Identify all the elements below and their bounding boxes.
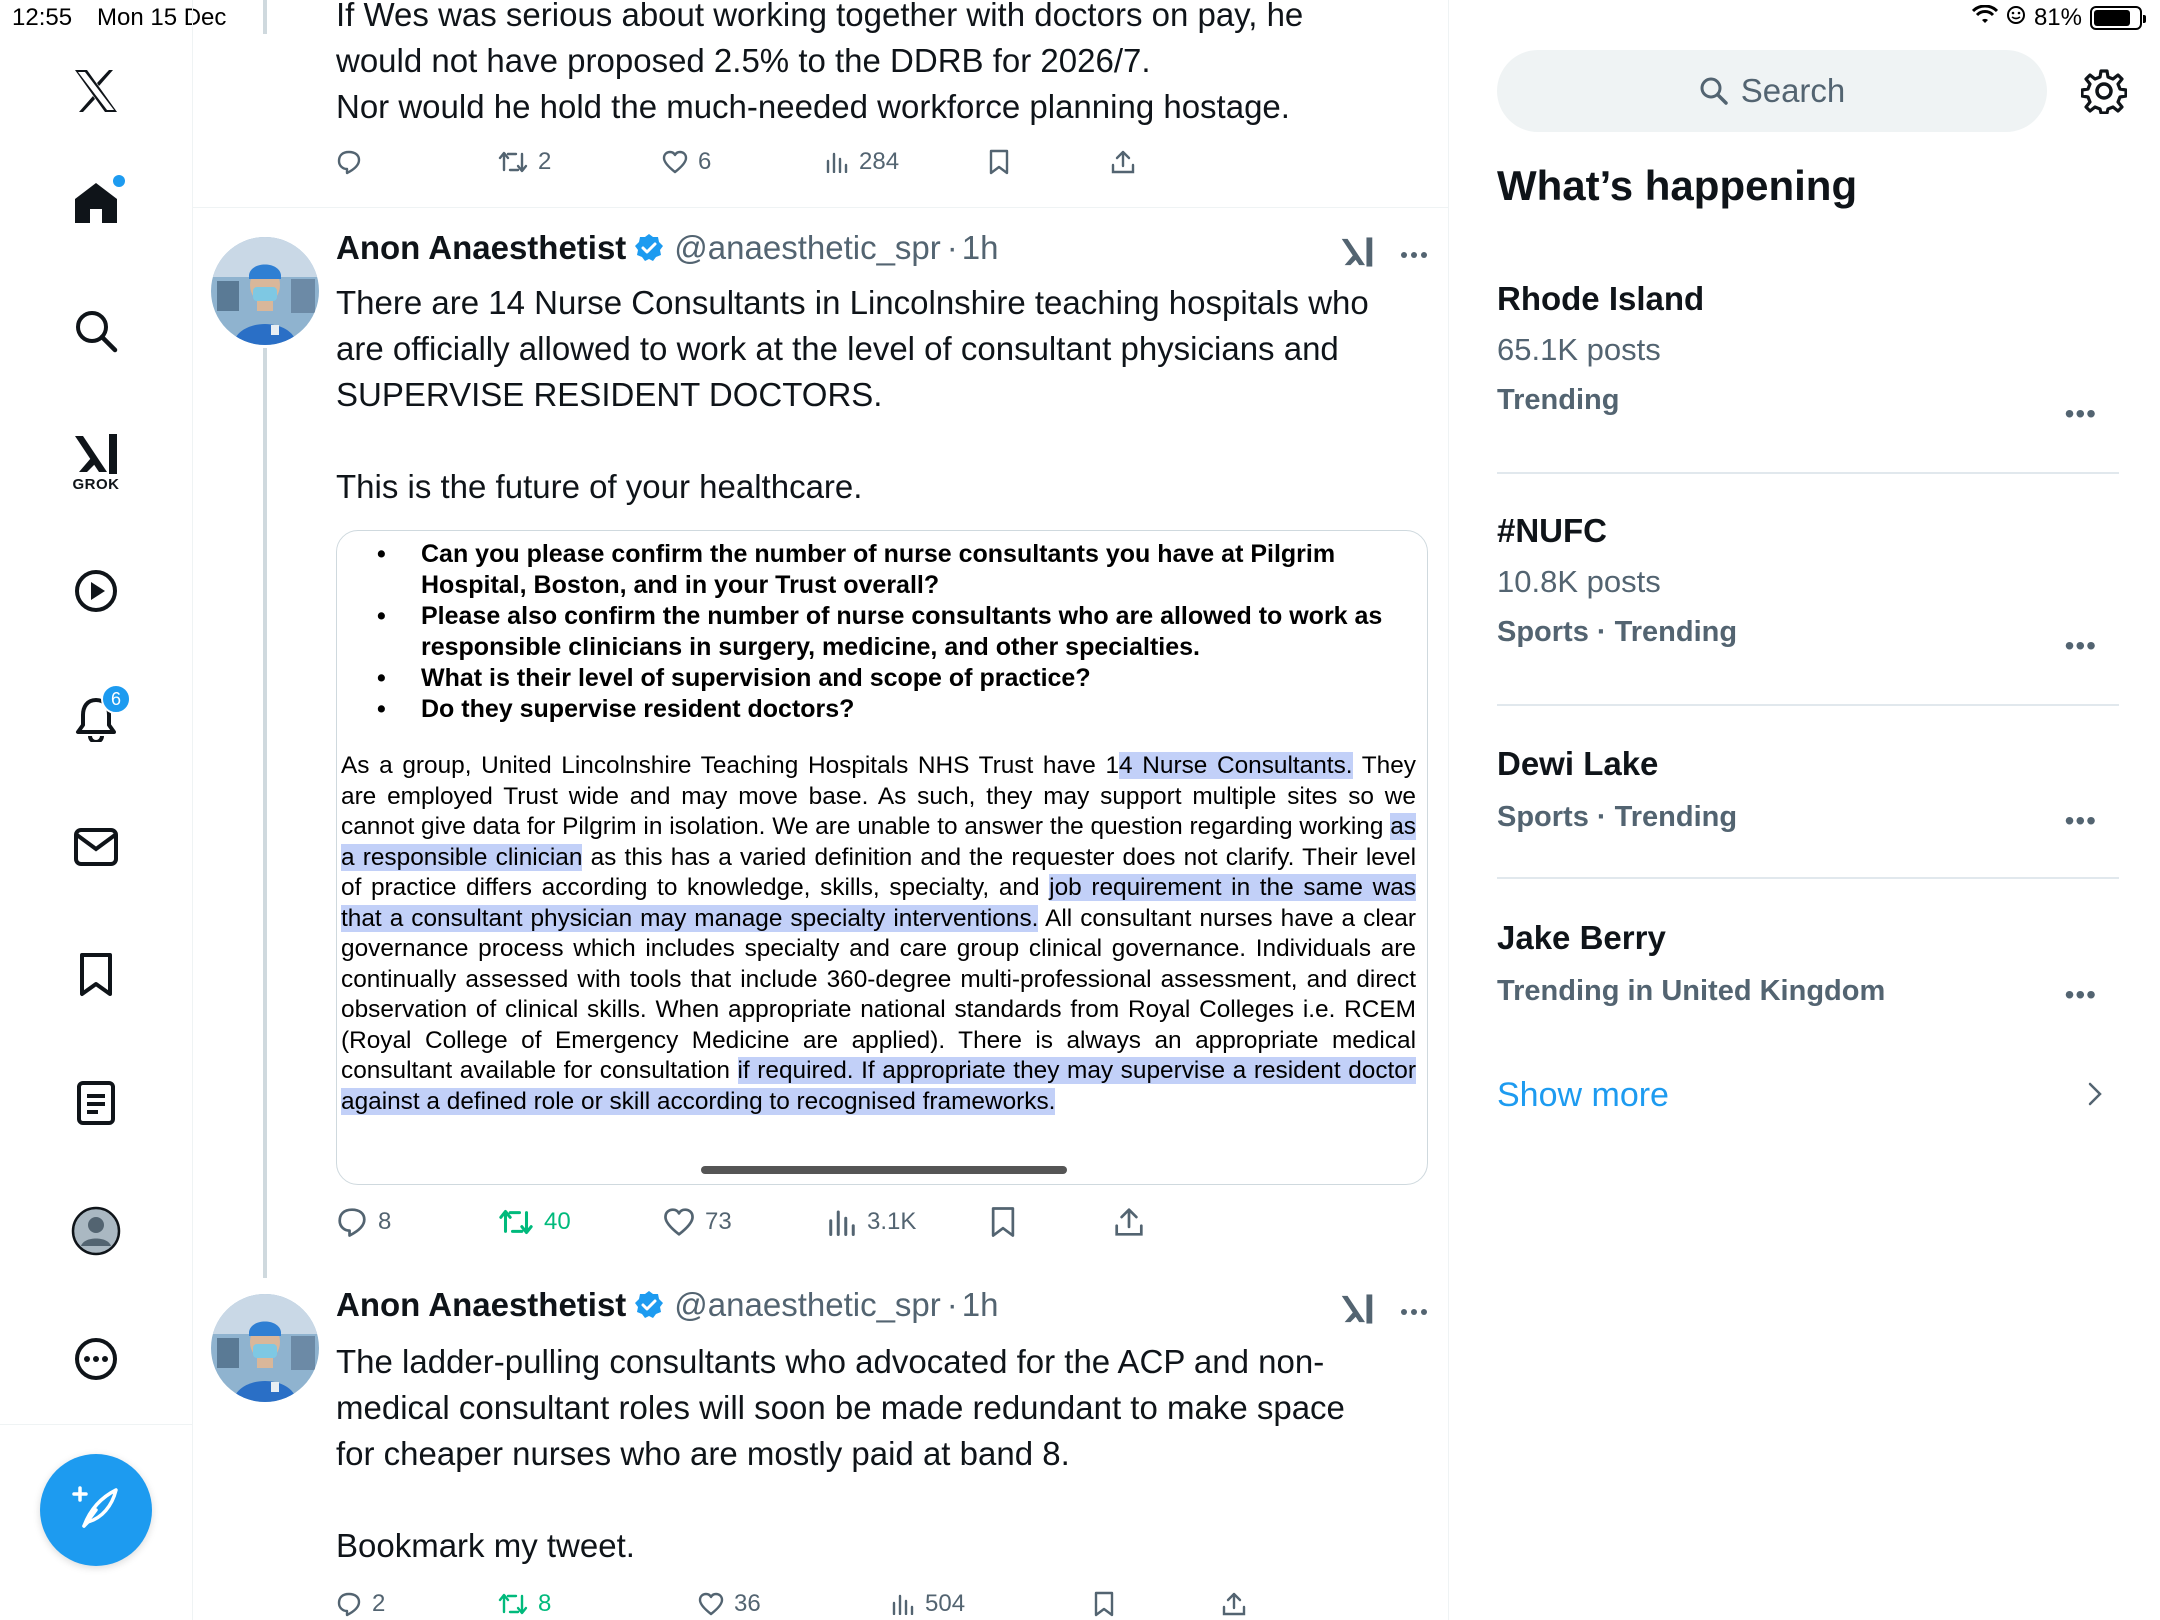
document-questions: • Can you please confirm the number of nurse consultants you have at Pilgrim Hospital, Boston, and in your Trust overall? • Please also confirm the number of nurse consultants who are allowed to work as responsible clinicians in surgery, medicine, and other specialties. • What is their level of supervision and scope of practice? • Do they supervise resident doctors?: [377, 539, 1417, 725]
battery-percent: 81%: [2033, 4, 2082, 31]
like-button[interactable]: 73: [663, 1207, 827, 1237]
share-icon: [1221, 1591, 1247, 1617]
highlight: as a responsible clinician: [341, 813, 1416, 871]
search-placeholder: Search: [1740, 72, 1846, 109]
nav-divider: [0, 1424, 193, 1425]
reply-button[interactable]: [336, 149, 498, 175]
tweet-2-header: [336, 229, 999, 267]
search-icon: [1699, 76, 1729, 106]
search-input[interactable]: [1497, 50, 2047, 132]
bookmark-button[interactable]: [989, 1206, 1113, 1238]
views-icon: [827, 1208, 857, 1236]
home-unread-dot: [113, 175, 125, 187]
left-nav: [0, 0, 193, 1620]
tweet-time[interactable]: 1h: [961, 1286, 999, 1323]
like-button[interactable]: 6: [662, 148, 825, 176]
search-icon[interactable]: [71, 306, 121, 356]
repost-icon: [498, 150, 528, 174]
avatar[interactable]: [211, 1294, 319, 1402]
tweet-2-text: There are 14 Nurse Consultants in Lincolnshire teaching hospitals who are officially allowed to work at the level of consultant physicians and SUPERVISE RESIDENT DOCTORS. This is the future of your healthcare.: [336, 284, 1369, 505]
repost-icon: [498, 1208, 534, 1236]
repost-icon: [498, 1592, 528, 1616]
reply-button[interactable]: 8: [336, 1206, 498, 1238]
more-icon[interactable]: [71, 1334, 121, 1384]
bookmark-icon: [989, 1206, 1017, 1238]
trend-more-icon[interactable]: •••: [2064, 805, 2097, 836]
reply-icon: [336, 1206, 368, 1238]
author-name[interactable]: Anon Anaesthetist: [336, 229, 627, 266]
avatar[interactable]: [211, 237, 319, 345]
compose-icon: [70, 1484, 122, 1537]
share-icon: [1113, 1206, 1145, 1238]
author-handle[interactable]: @anaesthetic_spr: [674, 1286, 941, 1323]
dot-separator: ·: [946, 229, 958, 266]
repost-button[interactable]: 8: [498, 1590, 698, 1618]
trend-more-icon[interactable]: •••: [2064, 398, 2097, 429]
bookmark-icon: [1093, 1591, 1115, 1617]
views-button[interactable]: 284: [825, 148, 988, 176]
like-button[interactable]: 36: [698, 1590, 891, 1618]
author-handle[interactable]: @anaesthetic_spr: [674, 229, 941, 266]
reply-icon: [336, 149, 362, 175]
compose-button[interactable]: [40, 1454, 152, 1566]
right-sidebar: [1449, 0, 2160, 1620]
status-date: Mon 15 Dec: [97, 4, 227, 31]
list-icon[interactable]: [71, 1078, 121, 1128]
mail-icon[interactable]: [71, 822, 121, 872]
verified-icon: [634, 233, 664, 263]
bookmark-icon[interactable]: [71, 950, 121, 1000]
attached-document-image[interactable]: [336, 530, 1428, 1185]
tweet-separator: [193, 207, 1449, 208]
trend-item[interactable]: Jake Berry Trending in United Kingdom •••: [1497, 919, 2097, 1010]
dot-separator: ·: [946, 1286, 958, 1323]
trend-more-icon[interactable]: •••: [2064, 630, 2097, 661]
thread-line: [263, 0, 267, 34]
profile-icon[interactable]: [71, 1206, 121, 1256]
author-name[interactable]: Anon Anaesthetist: [336, 1286, 627, 1323]
share-button[interactable]: [1113, 1206, 1145, 1238]
tweet-time[interactable]: 1h: [961, 229, 999, 266]
reply-icon: [336, 1591, 362, 1617]
highlight: job requirement in the same was that a consultant physician may manage specialty interventions.: [341, 874, 1416, 932]
image-scrollbar[interactable]: [701, 1166, 1067, 1174]
grok-icon[interactable]: [1340, 1293, 1374, 1330]
share-button[interactable]: [1110, 149, 1136, 175]
bookmark-button[interactable]: [1093, 1591, 1221, 1617]
more-options-icon[interactable]: [1400, 1303, 1428, 1321]
repost-button[interactable]: 40: [498, 1208, 663, 1236]
status-time: 12:55: [12, 4, 73, 31]
highlight: if required. If appropriate they may supervise a resident doctor against a defined role or skill according to recognised frameworks.: [341, 1057, 1416, 1115]
tweet-3-header-actions: [1340, 1293, 1428, 1330]
document-response: As a group, United Lincolnshire Teaching Hospitals NHS Trust have 14 Nurse Consultants. They are employed Trust wide and may move base. As such, they may support multiple sites so we cannot give data for Pilgrim in isolation. We are unable to answer the question regarding working as a responsible clinician as this has a varied definition and the requester does not clarify. Their level of practice differs according to knowledge, skills, specialty, and job requirement in the same was that a consultant physician may manage specialty interventions. All consultant nurses have a clear governance process which includes specialty and care group clinical governance. Individuals are continually assessed with tools that include 360-degree multi-professional assessment, and direct observation of clinical skills. When appropriate national standards from Royal Colleges i.e. RCEM (Royal College of Emergency Medicine are applied). There is always an appropriate medical consultant available for consultation if required. If appropriate they may supervise a resident doctor against a defined role or skill according to recognised frameworks.: [341, 752, 1416, 1115]
trend-more-icon[interactable]: •••: [2064, 979, 2097, 1010]
share-icon: [1110, 149, 1136, 175]
tweet-1-actions: [336, 148, 1136, 176]
highlight: 4 Nurse Consultants.: [1119, 752, 1353, 779]
bookmark-button[interactable]: [988, 149, 1110, 175]
grok-icon[interactable]: [1340, 236, 1374, 273]
heart-icon: [698, 1592, 724, 1616]
share-button[interactable]: [1221, 1591, 1247, 1617]
heart-icon: [663, 1207, 695, 1237]
tweet-3-header: [336, 1286, 999, 1324]
trend-separator: [1497, 704, 2119, 706]
heart-icon: [662, 150, 688, 174]
views-button[interactable]: 3.1K: [827, 1208, 989, 1236]
thread-line: [263, 348, 267, 1278]
trend-item[interactable]: #NUFC 10.8K posts Sports · Trending •••: [1497, 512, 2097, 661]
repost-button[interactable]: 2: [498, 148, 662, 176]
grok-icon[interactable]: [71, 425, 121, 499]
show-more-link[interactable]: Show more: [1497, 1076, 1669, 1114]
tweet-1-text: If Wes was serious about working together with doctors on pay, he would not have proposed 2.5% to the DDRB for 2026/7. Nor would he hold the much-needed workforce planning hostage.: [336, 0, 1304, 125]
views-icon: [891, 1593, 915, 1615]
whats-happening-heading: What’s happening: [1497, 162, 1858, 209]
settings-gear-icon[interactable]: [2081, 68, 2127, 119]
trend-item[interactable]: Dewi Lake Sports · Trending •••: [1497, 745, 2097, 836]
trend-item[interactable]: Rhode Island 65.1K posts Trending •••: [1497, 280, 2097, 429]
bookmark-icon: [988, 149, 1010, 175]
views-button[interactable]: 504: [891, 1590, 1093, 1618]
chevron-right-icon[interactable]: [2087, 1078, 2103, 1115]
more-options-icon[interactable]: [1400, 246, 1428, 264]
verified-icon: [634, 1290, 664, 1320]
tweet-2-actions: [336, 1206, 1145, 1238]
x-logo-icon[interactable]: [71, 66, 121, 116]
home-icon[interactable]: [71, 177, 121, 227]
bell-icon[interactable]: [71, 688, 121, 744]
trend-separator: [1497, 472, 2119, 474]
tweet-3-actions: [336, 1590, 1247, 1618]
trend-separator: [1497, 877, 2119, 879]
notifications-badge: 6: [101, 684, 131, 714]
tweet-3-text: The ladder-pulling consultants who advocated for the ACP and non- medical consultant roles will soon be made redundant to make space for cheaper nurses who are mostly paid at band 8. Bookmark my tweet.: [336, 1343, 1345, 1564]
video-icon[interactable]: [71, 566, 121, 616]
timeline: [193, 0, 1449, 1620]
tweet-2-header-actions: [1340, 236, 1428, 273]
views-icon: [825, 151, 849, 173]
reply-button[interactable]: 2: [336, 1590, 498, 1618]
grok-label: GROK: [72, 475, 120, 493]
